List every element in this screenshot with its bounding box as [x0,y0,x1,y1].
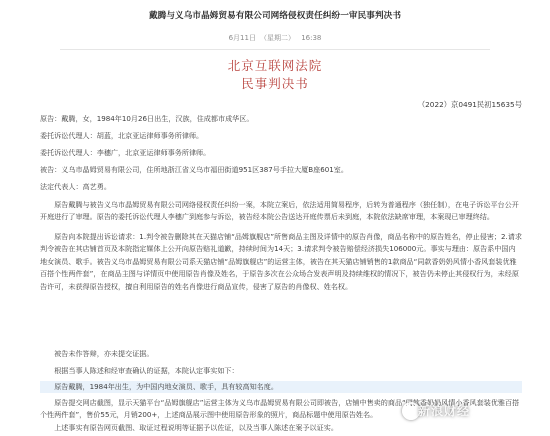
fact-evidence-summary: 上述事实有原告网页截图、取证过程说明等证据予以佐证，以及当事人陈述在案予以证实。 [54,423,338,432]
facts-intro: 根据当事人陈述和经审查确认的证据，本院认定事实如下： [54,366,239,375]
publish-time: 16:38 [301,34,322,42]
plaintiff-agent-1: 委托诉讼代理人：胡蓝，北京亚运律师事务所律师。 [40,131,204,140]
publish-date: 6月11日 [228,34,256,42]
plaintiff-agent-2: 委托诉讼代理人：李穗广，北京亚运律师事务所律师。 [40,148,211,157]
case-number: （2022）京0491民初15635号 [417,100,522,109]
document-type: 民事判决书 [241,76,309,91]
document-title: 戴腾与义乌市晶姆贸易有限公司网络侵权责任纠纷一审民事判决书 [148,11,402,21]
defendant-no-defense: 被告未作答辩，亦未提交证据。 [54,349,154,358]
plaintiff-info: 原告：戴腾，女，1984年10月26日出生，汉族，住成都市成华区。 [40,114,254,123]
legal-representative: 法定代表人：高艺勇。 [40,182,111,191]
claims-paragraph: 原告向本院提出诉讼请求：1.判令被告删除其在天猫店铺“品姆旗舰店”所售商品主图及详情中的原告肖像，商品名称中的原告姓名，停止侵害；2.请求判令被告在其店铺首页及本院指定媒体上公开向原告赔礼道歉，持续时间为14天；3.请求判令被告赔偿经济损失106000元。事实与理由：原告系中国内地女演员、歌手。被告义乌市晶姆贸易有限公司系天猫店铺“品姆旗舰店”的运营主体，被告在其天猫店铺销售的1款商品“同款香奶奶风情小香风套装优雅百搭个性两件套”，在商品主图与详情页中使用原告肖像及姓名，于原告多次在公众场合发表声明及持续维权的情况下，被告仍未停止其侵权行为，未经原告许可，未获得原告授权，擅自利用原告的姓名肖像进行商品宣传，侵害了原告的肖像权、姓名权。 [40,232,522,291]
case-procedure-paragraph: 原告戴腾与被告义乌市晶姆贸易有限公司网络侵权责任纠纷一案，本院立案后，依法适用简易程序，后转为普通程序（独任制），在电子诉讼平台公开开庭进行了审理。原告的委托诉讼代理人李穗广到庭参与诉讼，被告经本院公告送达开庭传票后未到庭，本院依法缺席审理，本案现已审理终结。 [40,200,519,222]
publish-weekday: （星期二） [259,34,295,42]
fact-plaintiff-profile: 原告戴腾，1984年出生，为中国内地女演员、歌手，具有较高知名度。 [40,381,522,393]
court-name: 北京互联网法院 [227,58,323,73]
header-divider [60,49,490,50]
fact-store-evidence: 原告提交网店截图，显示天猫平台“品姆旗舰店”运营主体为义乌市晶姆贸易有限公司即被告，店铺中售卖的商品“同款香奶奶风情小香风套装优雅百搭个性两件套”，售价55元，月销200+，上述商品展示图中使用原告形象的照片，商品标题中使用原告姓名。 [40,398,520,420]
watermark: 新浪财经 [418,404,471,418]
defendant-info: 被告：义乌市晶姆贸易有限公司，住所地浙江省义乌市福田街道951区387号手拉大厦B座601室。 [40,165,348,174]
publish-meta [0,33,550,43]
